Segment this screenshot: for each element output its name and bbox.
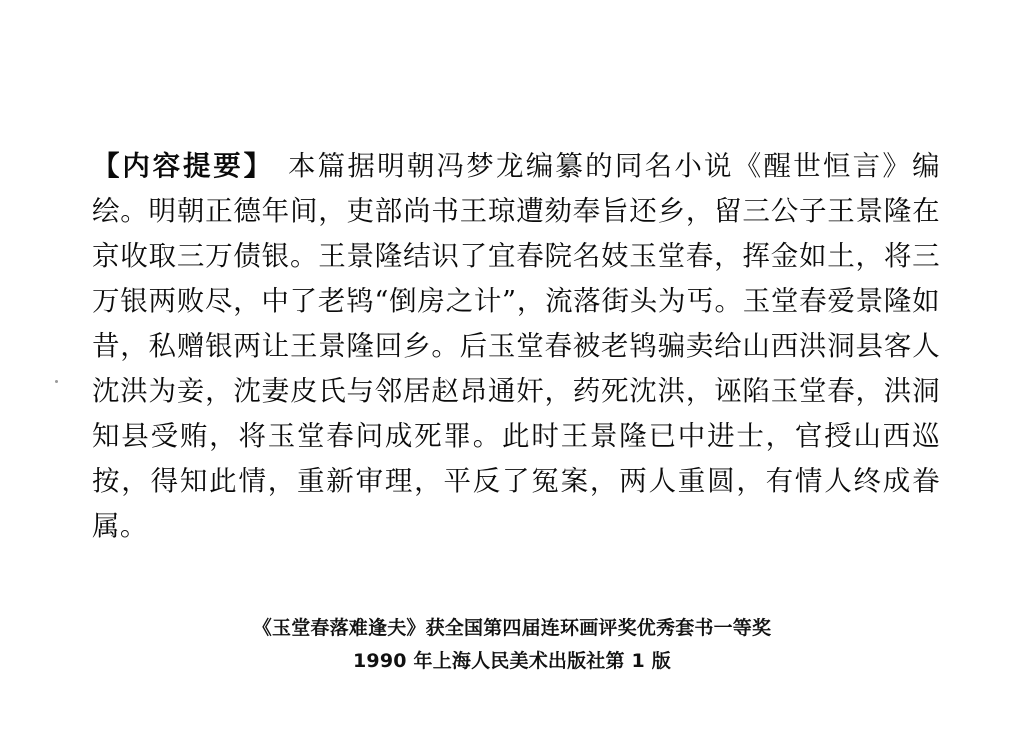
footer-award-line: 《玉堂春落难逢夫》获全国第四届连环画评奖优秀套书一等奖 [252,617,772,639]
footer-edition-line: 1990 年上海人民美术出版社第 1 版 [353,650,671,672]
page-speck [55,380,58,383]
content-summary-block [92,144,940,549]
footer-block [0,612,1024,678]
summary-label: 【内容提要】 [92,150,274,182]
summary-paragraph [92,144,940,549]
summary-body: 本篇据明朝冯梦龙编纂的同名小说《醒世恒言》编绘。明朝正德年间，吏部尚书王琼遭劾奉旨还乡，留三公子王景隆在京收取三万债银。王景隆结识了宜春院名妓玉堂春，挥金如土，将三万银两败尽，中了老鸨“倒房之计”，流落街头为丐。玉堂春爱景隆如昔，私赠银两让王景隆回乡。后玉堂春被老鸨骗卖给山西洪洞县客人沈洪为妾，沈妻皮氏与邻居赵昂通奸，药死沈洪，诬陷玉堂春，洪洞知县受贿，将玉堂春问成死罪。此时王景隆已中进士，官授山西巡按，得知此情，重新审理，平反了冤案，两人重圆，有情人终成眷属。 [92,150,940,542]
